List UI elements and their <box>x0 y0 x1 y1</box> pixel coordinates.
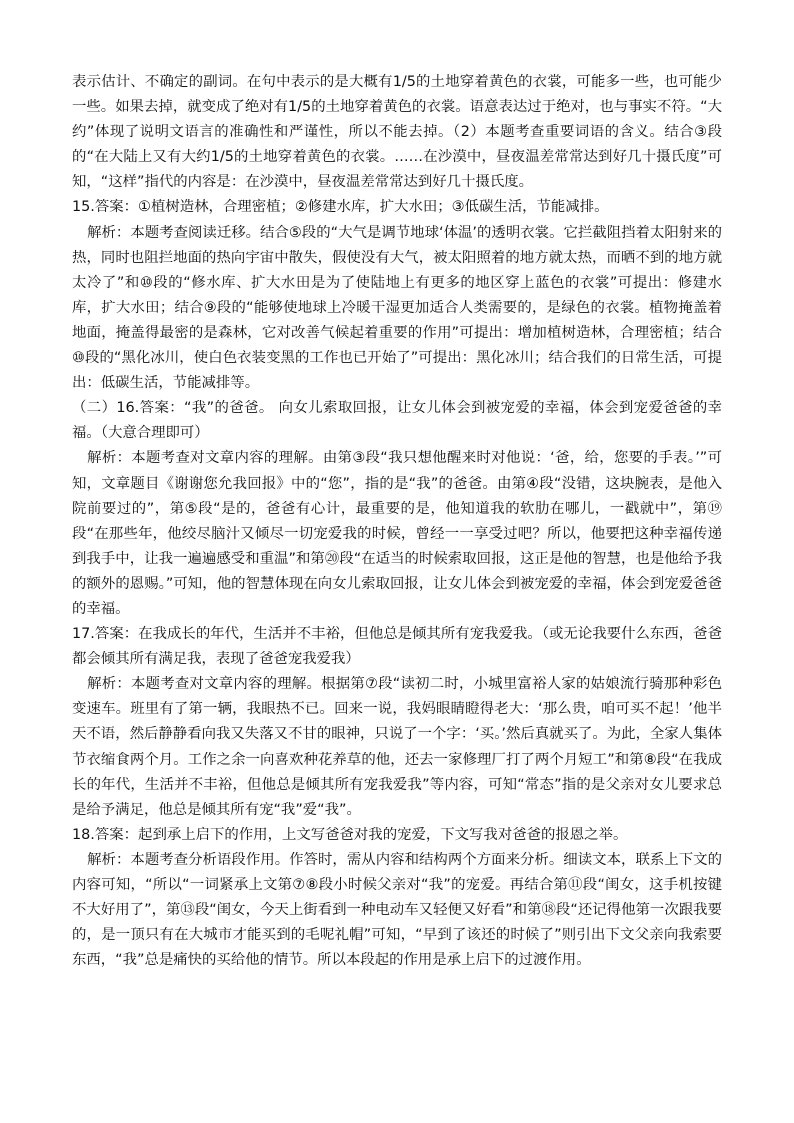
paragraph-q14-continued: 表示估计、不确定的副词。在句中表示的是大概有1/5的土地穿着黄色的衣裳，可能多一些，也可能少一些。如果去掉，就变成了绝对有1/5的土地穿着黄色的衣裳。语意表达过于绝对，也与事实不符。“大约”体现了说明文语言的准确性和严谨性，所以不能去掉。（2）本题考查重要词语的含义。结合③段的“在大陆上又有大约1/5的土地穿着黄色的衣裳。……在沙漠中，昼夜温差常常达到好几十摄氏度”可知，“这样”指代的内容是：在沙漠中，昼夜温差常常达到好几十摄氏度。 <box>72 74 722 191</box>
paragraph-q16-answer: （二）16.答案：“我”的爸爸。 向女儿索取回报，让女儿体会到被宠爱的幸福，体会到宠爱爸爸的幸福。（大意合理即可） <box>72 400 722 442</box>
paragraph-q15-analysis: 解析：本题考查阅读迁移。结合⑤段的“大气是调节地球‘体温’的透明衣裳。它拦截阻挡着太阳射来的热，同时也阻拦地面的热向宇宙中散失，假使没有大气，被太阳照着的地方就太热，而晒不到的地方就太冷了”和⑩段的“修水库、扩大水田是为了使陆地上有更多的地区穿上蓝色的衣裳”可提出：修建水库，扩大水田；结合⑨段的“能够使地球上冷暖干湿更加适合人类需要的，是绿色的衣裳。植物掩盖着地面，掩盖得最密的是森林，它对改善气候起着重要的作用”可提出：增加植树造林，合理密植；结合⑩段的“黑化冰川，使白色衣装变黑的工作也已开始了”可提出：黑化冰川；结合我们的日常生活，可提出：低碳生活，节能减排等。 <box>72 224 722 392</box>
paragraph-q17-answer: 17.答案：在我成长的年代，生活并不丰裕，但他总是倾其所有宠我爱我。（或无论我要什么东西，爸爸都会倾其所有满足我，表现了爸爸宠我爱我） <box>72 626 722 668</box>
paragraph-q17-analysis: 解析：本题考查对文章内容的理解。根据第⑦段“读初二时，小城里富裕人家的姑娘流行骑那种彩色变速车。班里有了第一辆，我眼热不已。回来一说，我妈眼睛瞪得老大：‘那么贵，咱可买不起！’他半天不语，然后静静看向我又失落又不甘的眼神，只说了一个字：‘买。’然后真就买了。为此，全家人集体节衣缩食两个月。工作之余一向喜欢种花养草的他，还去一家修理厂打了两个月短工”和第⑧段“在我成长的年代，生活并不丰裕，但他总是倾其所有宠我爱我”等内容，可知“常态”指的是父亲对女儿要求总是给予满足，他总是倾其所有宠“我”爱“我”。 <box>72 676 722 818</box>
answer-analysis-page <box>72 70 722 973</box>
paragraph-q18-answer: 18.答案：起到承上启下的作用，上文写爸爸对我的宠爱，下文写我对爸爸的报恩之举。 <box>72 826 628 843</box>
paragraph-q15-answer: 15.答案：①植树造林，合理密植；②修建水库，扩大水田；③低碳生活，节能减排。 <box>72 199 609 216</box>
paragraph-q18-analysis: 解析：本题考查分析语段作用。作答时，需从内容和结构两个方面来分析。细读文本，联系上下文的内容可知，“所以“一词紧承上文第⑦⑧段小时候父亲对“我”的宠爱。再结合第⑪段“闺女，这手机按键不大好用了”，第⑬段“闺女，今天上街看到一种电动车又轻便又好看”和第⑱段“还记得他第一次跟我要的，是一顶只有在大城市才能买到的毛呢礼帽”可知，“早到了该还的时候了”则引出下文父亲向我索要东西，“我”总是痛快的买给他的情节。所以本段起的作用是承上启下的过渡作用。 <box>72 851 722 969</box>
paragraph-q16-analysis: 解析：本题考查对文章内容的理解。由第③段“我只想他醒来时对他说：‘爸，给，您要的手表。’”可知，文章题目《谢谢您允我回报》中的“您”，指的是“我”的爸爸。由第④段“没错，这块腕表，是他入院前要过的”，第⑤段“是的，爸爸有心计，最重要的是，他知道我的软肋在哪儿，一戳就中”，第⑲段“在那些年，他绞尽脑汁又倾尽一切宠爱我的时候，曾经一一享受过吧？所以，他要把这种幸福传递到我手中，让我一遍遍感受和重温”和第⑳段“在适当的时候索取回报，这正是他的智慧，也是他给予我的额外的恩赐。”可知，他的智慧体现在向女儿索取回报，让女儿体会到被宠爱的幸福，体会到宠爱爸爸的幸福。 <box>72 450 722 617</box>
